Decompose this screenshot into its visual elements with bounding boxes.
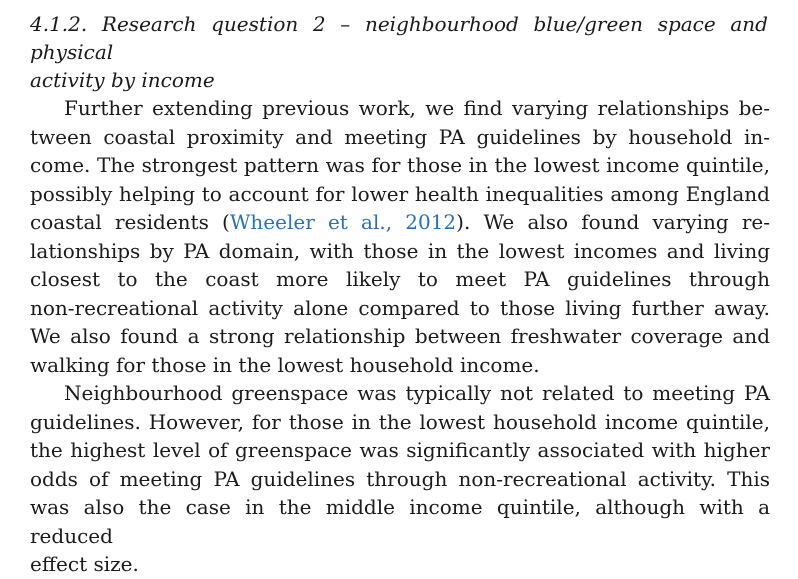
article-page xyxy=(30,10,770,579)
paragraph-1-line-7: closest to the coast more likely to meet PA guidelines through xyxy=(30,267,770,291)
section-heading-line-1: 4.1.2. Research question 2 – neighbourhood blue/green space and physical xyxy=(30,12,768,64)
paragraph-1-line-5 xyxy=(30,208,770,237)
paragraph-2-line-1: Neighbourhood greenspace was typically not related to meeting PA xyxy=(64,381,770,405)
paragraph-1-line-2: tween coastal proximity and meeting PA guidelines by household in- xyxy=(30,124,770,149)
paragraph-2-line-4: odds of meeting PA guidelines through non-recreational activity. This xyxy=(30,466,770,491)
paragraph-1-line-3: come. The strongest pattern was for those in the lowest income quintile, xyxy=(30,153,770,177)
paragraph-1-line-1: Further extending previous work, we find varying relationships be- xyxy=(64,96,770,120)
citation-link-wheeler-2012[interactable]: Wheeler et al., 2012 xyxy=(229,210,457,234)
section-heading xyxy=(30,10,768,94)
paragraph-1-line-8: non-recreational activity alone compared to those living further away. xyxy=(30,295,770,320)
paragraph-1-line-5-start: coastal residents ( xyxy=(30,210,230,234)
paragraph-2-line-3: the highest level of greenspace was significantly associated with higher xyxy=(30,438,770,462)
paragraph-1-line-10: walking for those in the lowest household income. xyxy=(30,352,540,377)
paragraph-1-line-4: possibly helping to account for lower health inequalities among England xyxy=(30,181,770,206)
paragraph-2-line-2: guidelines. However, for those in the lowest household income quintile, xyxy=(30,409,770,434)
paragraph-2 xyxy=(30,379,770,579)
paragraph-2-line-6: effect size. xyxy=(30,552,139,576)
paragraph-1-line-6: lationships by PA domain, with those in the lowest incomes and living xyxy=(30,238,770,263)
paragraph-1-line-9: We also found a strong relationship between freshwater coverage and xyxy=(30,324,770,348)
paragraph-1 xyxy=(30,94,770,379)
section-heading-line-2: activity by income xyxy=(30,68,215,92)
paragraph-1-line-5-end: ). We also found varying re- xyxy=(456,210,770,234)
paragraph-2-line-5: was also the case in the middle income quintile, although with a reduced xyxy=(30,495,770,548)
